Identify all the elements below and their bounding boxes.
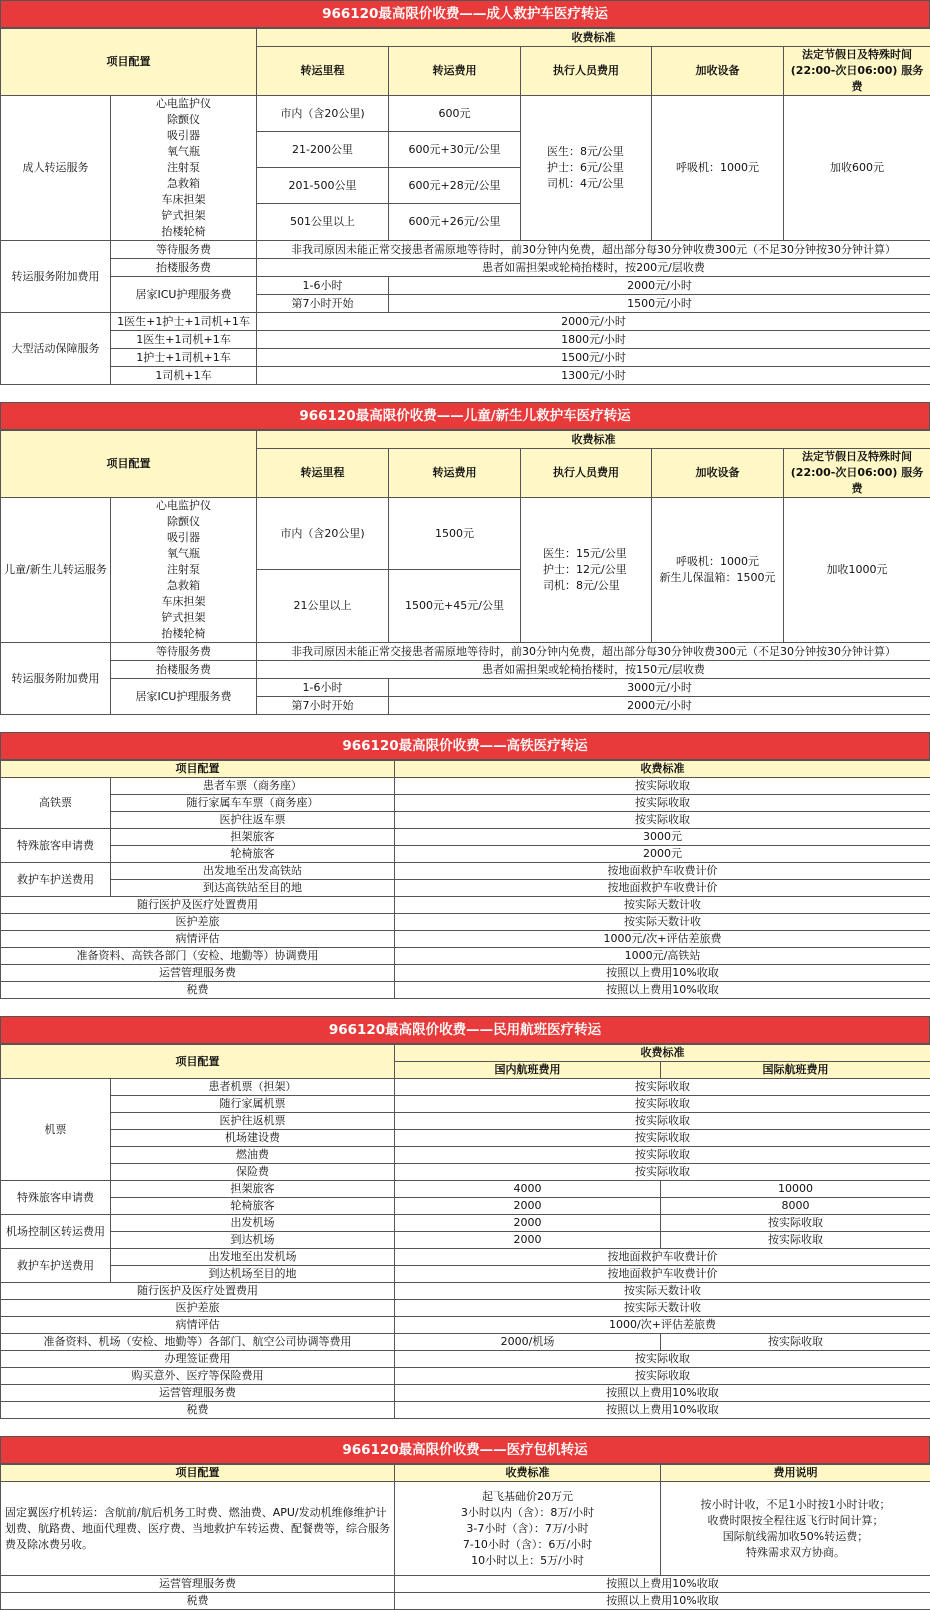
extra-equip-line: 呼吸机：1000元 [654, 554, 781, 570]
wheelchair-label: 轮椅旅客 [111, 846, 395, 863]
medical-travel-price: 按实际天数计收 [395, 914, 930, 931]
coordination-label: 准备资料、机场（安检、地勤等）各部门、航空公司协调等费用 [1, 1334, 395, 1351]
stretcher-international-price: 10000 [661, 1181, 930, 1198]
from-station-label: 到达高铁站至目的地 [111, 880, 395, 897]
charter-note-line: 收费时限按全程往返飞行时间计算； [663, 1513, 928, 1529]
coordination-label: 准备资料、高铁各部门（安检、地勤等）协调费用 [1, 948, 395, 965]
charter-note-line: 国际航线需加收50%转运费； [663, 1529, 928, 1545]
flight-ticket-price: 按实际收取 [395, 1113, 930, 1130]
icu-hours-label: 1-6小时 [257, 277, 389, 295]
staff-fee-header: 执行人员费用 [521, 47, 652, 96]
depart-airport-international: 按实际收取 [661, 1215, 930, 1232]
distance-cell: 501公里以上 [257, 204, 389, 241]
coordination-domestic: 2000/机场 [395, 1334, 661, 1351]
medical-travel-label: 医护差旅 [1, 914, 395, 931]
rail-ticket-label: 高铁票 [1, 778, 111, 829]
fee-cell: 600元+30元/公里 [389, 132, 521, 168]
stretcher-label: 担架旅客 [111, 829, 395, 846]
child-section [0, 402, 930, 715]
arrive-airport-label: 到达机场 [111, 1232, 395, 1249]
flight-ticket-price: 按实际收取 [395, 1147, 930, 1164]
arrive-airport-domestic: 2000 [395, 1232, 661, 1249]
rail-table [0, 760, 930, 999]
stair-service-label: 抬楼服务费 [111, 661, 257, 679]
event-price: 1500元/小时 [257, 349, 930, 367]
equipment-item: 铲式担架 [113, 610, 254, 626]
tax-label: 税费 [1, 1402, 395, 1419]
ops-fee-price: 按照以上费用10%收取 [395, 1385, 930, 1402]
depart-airport-label: 出发机场 [111, 1215, 395, 1232]
child-table [0, 430, 930, 715]
staff-fee-header: 执行人员费用 [521, 449, 652, 498]
holiday-cell: 加收600元 [784, 96, 930, 241]
wheelchair-international-price: 8000 [661, 1198, 930, 1215]
equipment-item: 氧气瓶 [113, 546, 254, 562]
config-header: 项目配置 [1, 761, 395, 778]
ops-fee-label: 运营管理服务费 [1, 1385, 395, 1402]
config-header: 项目配置 [1, 1045, 395, 1079]
staff-fee-line: 医生：8元/公里 [547, 144, 649, 160]
flight-ticket-item: 燃油费 [111, 1147, 395, 1164]
tax-price: 按照以上费用10%收取 [395, 1402, 930, 1419]
staff-fee-line: 护士：12元/公里 [543, 562, 649, 578]
event-config: 1医生+1护士+1司机+1车 [111, 313, 257, 331]
rail-title: 966120最高限价收费——高铁医疗转运 [0, 732, 930, 760]
equipment-item: 注射泵 [113, 562, 254, 578]
rail-ticket-price: 按实际收取 [395, 795, 930, 812]
ops-fee-price: 按照以上费用10%收取 [395, 1576, 930, 1593]
equipment-item: 除颤仪 [113, 514, 254, 530]
staff-fee-cell [521, 498, 652, 643]
charter-price-line: 7-10小时（含）：6万/小时 [397, 1537, 658, 1553]
insurance-label: 购买意外、医疗等保险费用 [1, 1368, 395, 1385]
wheelchair-label: 轮椅旅客 [111, 1198, 395, 1215]
equipment-item: 车床担架 [113, 192, 254, 208]
to-station-label: 出发地至出发高铁站 [111, 863, 395, 880]
event-service-label: 大型活动保障服务 [1, 313, 111, 385]
arrive-airport-international: 按实际收取 [661, 1232, 930, 1249]
staff-fee-line: 医生：15元/公里 [543, 546, 649, 562]
fee-standard-header: 收费标准 [257, 431, 930, 449]
wait-service-desc: 非我司原因未能正常交接患者需原地等待时，前30分钟内免费，超出部分每30分钟收费300元（不足30分钟按30分钟计算） [257, 643, 930, 661]
fee-note-header: 费用说明 [661, 1465, 930, 1482]
flight-ticket-item: 保险费 [111, 1164, 395, 1181]
icu-service-label: 居家ICU护理服务费 [111, 277, 257, 313]
adult-service-label: 成人转运服务 [1, 96, 111, 241]
from-airport-price: 按地面救护车收费计价 [395, 1266, 930, 1283]
equipment-item: 铲式担架 [113, 208, 254, 224]
equipment-item: 心电监护仪 [113, 96, 254, 112]
equipment-item: 注射泵 [113, 160, 254, 176]
coordination-international: 按实际收取 [661, 1334, 930, 1351]
extra-equip-cell: 呼吸机：1000元 [652, 96, 784, 241]
stretcher-domestic-price: 4000 [395, 1181, 661, 1198]
special-pass-label: 特殊旅客申请费 [1, 829, 111, 863]
charter-note-line: 按小时计收，不足1小时按1小时计收； [663, 1497, 928, 1513]
flight-ticket-item: 患者机票（担架） [111, 1079, 395, 1096]
distance-cell: 201-500公里 [257, 168, 389, 204]
wait-service-label: 等待服务费 [111, 643, 257, 661]
to-station-price: 按地面救护车收费计价 [395, 863, 930, 880]
event-price: 2000元/小时 [257, 313, 930, 331]
icu-service-label: 居家ICU护理服务费 [111, 679, 257, 715]
medical-escort-label: 随行医护及医疗处置费用 [1, 897, 395, 914]
adult-table [0, 28, 930, 385]
flight-ticket-price: 按实际收取 [395, 1130, 930, 1147]
visa-price: 按实际收取 [395, 1351, 930, 1368]
charter-price-line: 起飞基础价20万元 [397, 1489, 658, 1505]
medical-travel-price: 按实际天数计收 [395, 1300, 930, 1317]
equipment-item: 氧气瓶 [113, 144, 254, 160]
config-header: 项目配置 [1, 1465, 395, 1482]
addon-fee-label: 转运服务附加费用 [1, 643, 111, 715]
visa-label: 办理签证费用 [1, 1351, 395, 1368]
tax-price: 按照以上费用10%收取 [395, 982, 930, 999]
event-config: 1护士+1司机+1车 [111, 349, 257, 367]
adult-title: 966120最高限价收费——成人救护车医疗转运 [0, 0, 930, 28]
flight-ticket-item: 医护往返机票 [111, 1113, 395, 1130]
rail-ticket-item: 患者车票（商务座） [111, 778, 395, 795]
wheelchair-domestic-price: 2000 [395, 1198, 661, 1215]
rail-ticket-item: 医护往返车票 [111, 812, 395, 829]
wait-service-desc: 非我司原因未能正常交接患者需原地等待时，前30分钟内免费，超出部分每30分钟收费300元（不足30分钟按30分钟计算） [257, 241, 930, 259]
fee-standard-header: 收费标准 [395, 761, 930, 778]
flight-ticket-price: 按实际收取 [395, 1096, 930, 1113]
stretcher-price: 3000元 [395, 829, 930, 846]
equipment-item: 急救箱 [113, 578, 254, 594]
airport-zone-label: 机场控制区转运费用 [1, 1215, 111, 1249]
flight-ticket-item: 随行家属机票 [111, 1096, 395, 1113]
ambulance-escort-label: 救护车护送费用 [1, 863, 111, 897]
flight-ticket-price: 按实际收取 [395, 1079, 930, 1096]
staff-fee-line: 司机：4元/公里 [547, 176, 649, 192]
staff-fee-cell [521, 96, 652, 241]
equipment-item: 车床担架 [113, 594, 254, 610]
staff-fee-line: 司机：8元/公里 [543, 578, 649, 594]
distance-cell: 市内（含20公里) [257, 96, 389, 132]
equipment-item: 吸引器 [113, 128, 254, 144]
flight-ticket-price: 按实际收取 [395, 1164, 930, 1181]
domestic-header: 国内航班费用 [395, 1062, 661, 1079]
charter-price-list [395, 1482, 661, 1576]
distance-header: 转运里程 [257, 47, 389, 96]
event-config: 1司机+1车 [111, 367, 257, 385]
config-header: 项目配置 [1, 29, 257, 96]
fee-cell: 600元+28元/公里 [389, 168, 521, 204]
from-airport-label: 到达机场至目的地 [111, 1266, 395, 1283]
icu-hours-price: 2000元/小时 [389, 277, 930, 295]
tax-label: 税费 [1, 982, 395, 999]
special-pass-label: 特殊旅客申请费 [1, 1181, 111, 1215]
transfer-fee-header: 转运费用 [389, 449, 521, 498]
ops-fee-price: 按照以上费用10%收取 [395, 965, 930, 982]
equipment-list [111, 96, 257, 241]
child-service-label: 儿童/新生儿转运服务 [1, 498, 111, 643]
rail-ticket-item: 随行家属车车票（商务座） [111, 795, 395, 812]
tax-price: 按照以上费用10%收取 [395, 1593, 930, 1610]
equipment-item: 抬楼轮椅 [113, 626, 254, 642]
stretcher-label: 担架旅客 [111, 1181, 395, 1198]
stair-service-desc: 患者如需担架或轮椅抬楼时，按200元/层收费 [257, 259, 930, 277]
assessment-label: 病情评估 [1, 931, 395, 948]
medical-escort-price: 按实际天数计收 [395, 897, 930, 914]
extra-equip-cell [652, 498, 784, 643]
medical-escort-price: 按实际天数计收 [395, 1283, 930, 1300]
charter-price-line: 3-7小时（含）：7万/小时 [397, 1521, 658, 1537]
medical-travel-label: 医护差旅 [1, 1300, 395, 1317]
distance-cell: 21-200公里 [257, 132, 389, 168]
charter-description: 固定翼医疗机转运：含航前/航后机务工时费、燃油费、APU/发动机维修维护计划费、航路费、地面代理费、医疗费、当地救护车转运费、配餐费等，综合服务费及除冰费另收。 [1, 1482, 395, 1576]
rail-ticket-price: 按实际收取 [395, 778, 930, 795]
to-airport-label: 出发地至出发机场 [111, 1249, 395, 1266]
transfer-fee-header: 转运费用 [389, 47, 521, 96]
from-station-price: 按地面救护车收费计价 [395, 880, 930, 897]
staff-fee-line: 护士：6元/公里 [547, 160, 649, 176]
fee-cell: 600元 [389, 96, 521, 132]
insurance-price: 按实际收取 [395, 1368, 930, 1385]
addon-fee-label: 转运服务附加费用 [1, 241, 111, 313]
assessment-price: 1000元/次+评估差旅费 [395, 931, 930, 948]
flight-table [0, 1044, 930, 1419]
fee-standard-header: 收费标准 [257, 29, 930, 47]
extra-equip-header: 加收设备 [652, 449, 784, 498]
assessment-price: 1000/次+评估差旅费 [395, 1317, 930, 1334]
icu-hours-label: 1-6小时 [257, 679, 389, 697]
charter-title: 966120最高限价收费——医疗包机转运 [0, 1436, 930, 1464]
event-config: 1医生+1司机+1车 [111, 331, 257, 349]
distance-cell: 市内（含20公里) [257, 498, 389, 570]
ops-fee-label: 运营管理服务费 [1, 1576, 395, 1593]
ambulance-escort-label: 救护车护送费用 [1, 1249, 111, 1283]
holiday-header: 法定节假日及特殊时间(22:00-次日06:00) 服务费 [784, 47, 930, 96]
charter-price-line: 10小时以上：5万/小时 [397, 1553, 658, 1569]
fee-cell: 600元+26元/公里 [389, 204, 521, 241]
icu-hours-price: 2000元/小时 [389, 697, 930, 715]
equipment-item: 吸引器 [113, 530, 254, 546]
event-price: 1800元/小时 [257, 331, 930, 349]
wait-service-label: 等待服务费 [111, 241, 257, 259]
icu-hours-price: 1500元/小时 [389, 295, 930, 313]
flight-ticket-label: 机票 [1, 1079, 111, 1181]
fee-standard-header: 收费标准 [395, 1465, 661, 1482]
flight-section [0, 1016, 930, 1419]
charter-section [0, 1436, 930, 1610]
child-title: 966120最高限价收费——儿童/新生儿救护车医疗转运 [0, 402, 930, 430]
equipment-list [111, 498, 257, 643]
adult-section [0, 0, 930, 385]
equipment-item: 急救箱 [113, 176, 254, 192]
stair-service-label: 抬楼服务费 [111, 259, 257, 277]
distance-cell: 21公里以上 [257, 570, 389, 643]
to-airport-price: 按地面救护车收费计价 [395, 1249, 930, 1266]
icu-hours-label: 第7小时开始 [257, 295, 389, 313]
wheelchair-price: 2000元 [395, 846, 930, 863]
equipment-item: 除颤仪 [113, 112, 254, 128]
rail-section [0, 732, 930, 999]
flight-title: 966120最高限价收费——民用航班医疗转运 [0, 1016, 930, 1044]
ops-fee-label: 运营管理服务费 [1, 965, 395, 982]
holiday-header: 法定节假日及特殊时间(22:00-次日06:00) 服务费 [784, 449, 930, 498]
icu-hours-price: 3000元/小时 [389, 679, 930, 697]
coordination-price: 1000元/高铁站 [395, 948, 930, 965]
charter-price-line: 3小时以内（含）：8万/小时 [397, 1505, 658, 1521]
stair-service-desc: 患者如需担架或轮椅抬楼时，按150元/层收费 [257, 661, 930, 679]
charter-table [0, 1464, 930, 1610]
tax-label: 税费 [1, 1593, 395, 1610]
rail-ticket-price: 按实际收取 [395, 812, 930, 829]
fee-cell: 1500元 [389, 498, 521, 570]
assessment-label: 病情评估 [1, 1317, 395, 1334]
medical-escort-label: 随行医护及医疗处置费用 [1, 1283, 395, 1300]
flight-ticket-item: 机场建设费 [111, 1130, 395, 1147]
charter-note-line: 特殊需求双方协商。 [663, 1545, 928, 1561]
fee-standard-header: 收费标准 [395, 1045, 930, 1062]
distance-header: 转运里程 [257, 449, 389, 498]
icu-hours-label: 第7小时开始 [257, 697, 389, 715]
depart-airport-domestic: 2000 [395, 1215, 661, 1232]
extra-equip-header: 加收设备 [652, 47, 784, 96]
international-header: 国际航班费用 [661, 1062, 930, 1079]
event-price: 1300元/小时 [257, 367, 930, 385]
holiday-cell: 加收1000元 [784, 498, 930, 643]
extra-equip-line: 新生儿保温箱：1500元 [654, 570, 781, 586]
fee-cell: 1500元+45元/公里 [389, 570, 521, 643]
charter-note-list [661, 1482, 930, 1576]
equipment-item: 抬楼轮椅 [113, 224, 254, 240]
config-header: 项目配置 [1, 431, 257, 498]
equipment-item: 心电监护仪 [113, 498, 254, 514]
